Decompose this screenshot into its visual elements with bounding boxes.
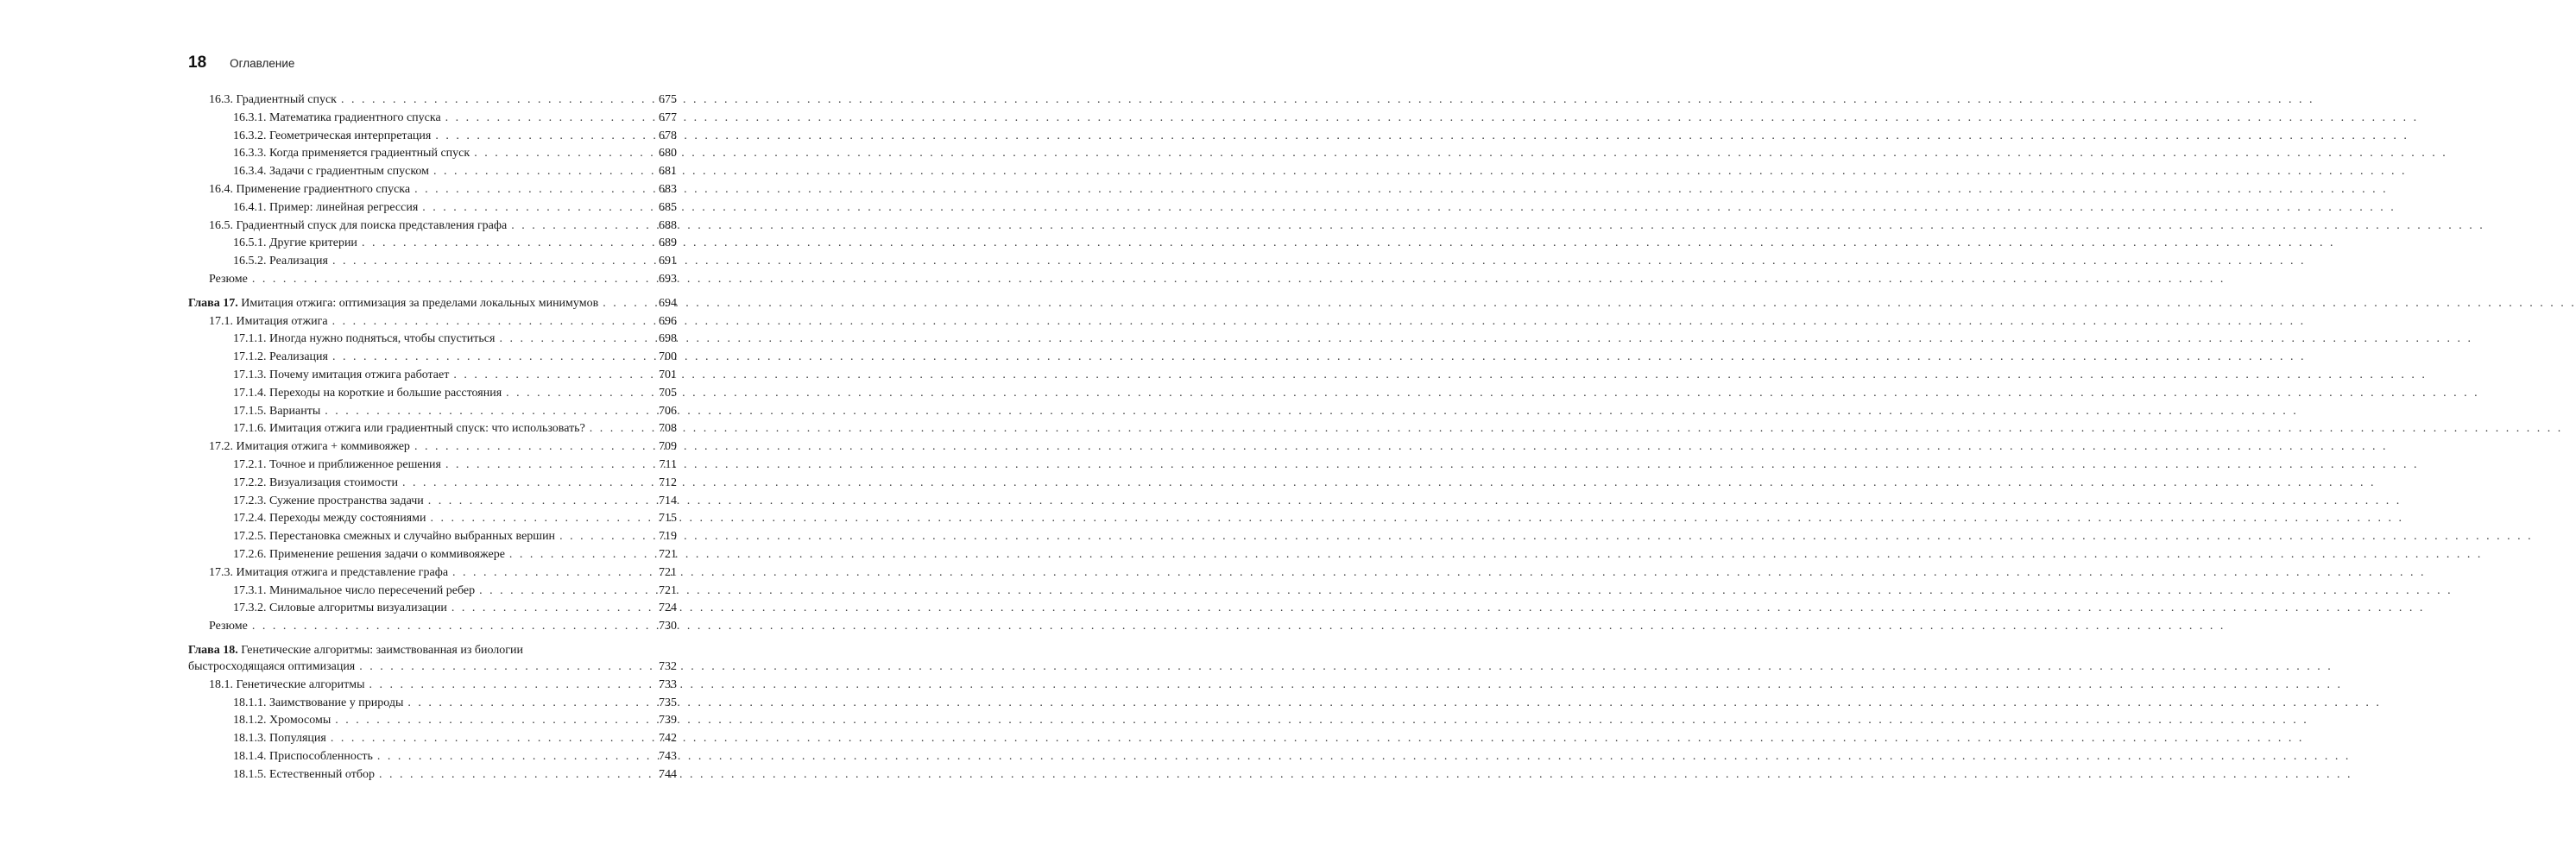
toc-chapter-entry [188, 642, 677, 677]
entry-title: Перестановка смежных и случайно выбранных вершин [269, 530, 556, 544]
entry-title: Приспособленность [269, 749, 373, 763]
entry-number: 18.1. [209, 677, 233, 691]
entry-number: 18.1.4. [233, 749, 267, 763]
entry-page: 677 [659, 110, 677, 124]
dot-leader [590, 420, 652, 438]
entry-number: 17.1.3. [233, 368, 267, 381]
entry-title-wrap [233, 110, 441, 128]
dot-leader [341, 91, 652, 110]
entry-title-wrap [233, 493, 424, 511]
dot-leader [499, 331, 652, 349]
entry-title-wrap [209, 618, 248, 636]
entry-title-wrap [209, 564, 448, 583]
entry-title: Применение решения задачи о коммивояжере [269, 547, 505, 561]
entry-page: 708 [659, 422, 677, 436]
entry-number: 17.2.4. [233, 512, 267, 526]
entry-page: 744 [659, 767, 677, 781]
entry-number: 18.1.2. [233, 714, 267, 728]
dot-leader [414, 181, 652, 199]
entry-page: 706 [659, 404, 677, 418]
entry-title: Силовые алгоритмы визуализации [269, 602, 447, 615]
toc-subsection-entry [188, 253, 677, 271]
dot-leader [511, 217, 652, 236]
entry-title-wrap [233, 163, 429, 181]
toc-subsection-entry [188, 730, 677, 748]
entry-title-wrap [233, 510, 426, 528]
toc-subsection-entry [188, 748, 677, 766]
entry-number: 17.1.6. [233, 422, 267, 436]
dot-leader [377, 748, 652, 766]
entry-title-wrap [233, 712, 331, 730]
toc-section-entry [188, 313, 677, 331]
entry-title-wrap [233, 349, 328, 367]
entry-title: Применение градиентного спуска [236, 182, 411, 196]
entry-number: 17.3.2. [233, 602, 267, 615]
toc-chapter-entry [188, 295, 677, 313]
entry-title-wrap [233, 128, 431, 146]
dot-leader [332, 349, 652, 367]
entry-number: 17.3. [209, 565, 233, 579]
dot-leader [407, 695, 652, 713]
chapter-number: Глава 18. [188, 643, 238, 657]
entry-title-wrap [233, 331, 495, 349]
entry-number: 17.2.2. [233, 476, 267, 489]
entry-title-wrap [233, 367, 449, 385]
entry-title-wrap [188, 295, 598, 313]
toc-subsection-entry [188, 235, 677, 253]
entry-title: Реализация [269, 255, 328, 268]
entry-page: 733 [659, 677, 677, 691]
toc-subsection-entry [188, 110, 677, 128]
dot-leader [252, 271, 652, 289]
toc-subsection-entry [188, 367, 677, 385]
dot-leader [359, 658, 652, 677]
dot-leader [252, 618, 652, 636]
dot-leader [559, 528, 652, 546]
entry-title-wrap [209, 181, 410, 199]
entry-title: Реализация [269, 350, 328, 364]
entry-number: 16.3.4. [233, 165, 267, 179]
dot-leader [452, 564, 652, 583]
toc-subsection-entry [188, 385, 677, 403]
toc-section-entry [188, 91, 677, 110]
toc-subsection-entry [188, 199, 677, 217]
entry-number: 17.2.1. [233, 457, 267, 471]
entry-page: 719 [659, 530, 677, 544]
entry-number: 17.1.1. [233, 332, 267, 346]
entry-page: 689 [659, 236, 677, 250]
entry-page: 691 [659, 255, 677, 268]
entry-page: 721 [659, 565, 677, 579]
entry-title-wrap [233, 199, 418, 217]
entry-page: 730 [659, 620, 677, 633]
entry-page: 742 [659, 732, 677, 746]
toc-subsection-entry [188, 712, 677, 730]
entry-number: 16.5. [209, 218, 233, 232]
entry-page: 724 [659, 602, 677, 615]
entry-title-wrap [233, 528, 555, 546]
entry-page: 683 [659, 182, 677, 196]
toc-subsection-entry [188, 766, 677, 784]
dot-leader [451, 600, 652, 618]
entry-title: Резюме [209, 620, 248, 633]
toc-section-entry [188, 618, 677, 636]
entry-title: Имитация отжига [236, 314, 328, 328]
toc-section-entry [188, 677, 677, 695]
dot-leader [430, 510, 652, 528]
dot-leader [509, 546, 652, 564]
entry-page: 732 [659, 659, 677, 673]
dot-leader [332, 313, 652, 331]
dot-leader [332, 253, 652, 271]
dot-leader [331, 730, 652, 748]
toc-subsection-entry [188, 349, 677, 367]
toc-subsection-entry [188, 695, 677, 713]
entry-title: Сужение пространства задачи [269, 494, 424, 507]
entry-title: Когда применяется градиентный спуск [269, 147, 470, 161]
entry-page: 693 [659, 272, 677, 286]
entry-number: 17.3.1. [233, 583, 267, 597]
dot-leader [603, 295, 652, 313]
entry-title: Градиентный спуск для поиска представления графа [236, 218, 508, 232]
chapter-number: Глава 17. [188, 296, 238, 310]
page-header [188, 54, 294, 72]
dot-leader [402, 475, 652, 493]
entry-number: 16.3. [209, 93, 233, 106]
entry-title-wrap [233, 766, 375, 784]
entry-page: 705 [659, 386, 677, 400]
entry-page: 711 [659, 457, 677, 471]
entry-number: 16.3.2. [233, 129, 267, 142]
entry-title-wrap [233, 235, 357, 253]
entry-title-wrap [233, 600, 447, 618]
entry-page: 681 [659, 165, 677, 179]
entry-title: Варианты [269, 404, 321, 418]
entry-number: 18.1.5. [233, 767, 267, 781]
entry-title: Иногда нужно подняться, чтобы спуститься [269, 332, 496, 346]
entry-number: 16.4.1. [233, 200, 267, 214]
dot-leader [435, 128, 652, 146]
page-number: 18 [188, 54, 207, 72]
entry-title: Генетические алгоритмы: заимствованная из биологии [241, 643, 524, 657]
running-title: Оглавление [230, 57, 295, 70]
entry-page: 685 [659, 200, 677, 214]
entry-title-wrap [233, 475, 398, 493]
entry-page: 714 [659, 494, 677, 507]
toc-subsection-entry [188, 583, 677, 601]
entry-title-wrap [233, 253, 328, 271]
toc-subsection-entry [188, 163, 677, 181]
dot-leader [369, 677, 652, 695]
toc-subsection-entry [188, 331, 677, 349]
toc-subsection-entry [188, 493, 677, 511]
entry-title-wrap [233, 695, 403, 713]
dot-leader [445, 457, 652, 475]
entry-title-wrap [233, 403, 320, 421]
entry-page: 696 [659, 314, 677, 328]
entry-number: 16.4. [209, 182, 233, 196]
entry-page: 678 [659, 129, 677, 142]
entry-page: 698 [659, 332, 677, 346]
entry-title-wrap [233, 385, 502, 403]
entry-page: 739 [659, 714, 677, 728]
entry-title-wrap [209, 677, 364, 695]
entry-page: 675 [659, 93, 677, 106]
entry-page: 712 [659, 476, 677, 489]
entry-number: 17.1.2. [233, 350, 267, 364]
toc-section-entry [188, 438, 677, 457]
toc-section-entry [188, 181, 677, 199]
entry-title: Градиентный спуск [236, 93, 337, 106]
dot-leader [445, 110, 652, 128]
dot-leader [335, 712, 652, 730]
entry-number: 16.5.1. [233, 236, 267, 250]
toc-subsection-entry [188, 475, 677, 493]
entry-title-line2: быстросходящаяся оптимизация [188, 659, 356, 673]
toc-subsection-entry [188, 128, 677, 146]
entry-number: 17.2.5. [233, 530, 267, 544]
dot-leader [422, 199, 652, 217]
entry-number: 17.2. [209, 440, 233, 454]
entry-number: 16.5.2. [233, 255, 267, 268]
toc-section-entry [188, 271, 677, 289]
entry-title-wrap [233, 730, 326, 748]
entry-title-wrap [209, 438, 410, 457]
entry-title: Заимствование у природы [269, 696, 404, 709]
toc-subsection-entry [188, 528, 677, 546]
table-of-contents [188, 91, 677, 784]
entry-title: Естественный отбор [269, 767, 375, 781]
toc-section-entry [188, 217, 677, 236]
toc-subsection-entry [188, 403, 677, 421]
entry-page: 700 [659, 350, 677, 364]
dot-leader [379, 766, 652, 784]
entry-title: Имитация отжига или градиентный спуск: что использовать? [269, 422, 585, 436]
entry-number: 16.3.3. [233, 147, 267, 161]
dot-leader [362, 235, 652, 253]
entry-number: 17.2.3. [233, 494, 267, 507]
entry-number: 17.1. [209, 314, 233, 328]
dot-leader [474, 145, 652, 163]
entry-page: 721 [659, 547, 677, 561]
entry-page: 743 [659, 749, 677, 763]
entry-title: Имитация отжига: оптимизация за пределами локальных минимумов [241, 296, 599, 310]
entry-title: Почему имитация отжига работает [269, 368, 450, 381]
entry-page: 721 [659, 583, 677, 597]
toc-section-entry [188, 564, 677, 583]
entry-page: 688 [659, 218, 677, 232]
dot-leader [433, 163, 652, 181]
dot-leader [414, 438, 652, 457]
entry-title: Переходы на короткие и большие расстояния [269, 386, 502, 400]
entry-title: Пример: линейная регрессия [269, 200, 419, 214]
dot-leader [428, 493, 652, 511]
entry-title: Имитация отжига + коммивояжер [236, 440, 410, 454]
entry-title: Визуализация стоимости [269, 476, 399, 489]
entry-title: Популяция [269, 732, 326, 746]
entry-title: Минимальное число пересечений ребер [269, 583, 476, 597]
entry-title: Другие критерии [269, 236, 357, 250]
entry-page: 694 [659, 296, 677, 310]
entry-title: Имитация отжига и представление графа [236, 565, 449, 579]
entry-page: 715 [659, 512, 677, 526]
dot-leader [479, 583, 652, 601]
entry-title-wrap [233, 546, 505, 564]
entry-title-wrap [233, 457, 441, 475]
entry-title: Геометрическая интерпретация [269, 129, 432, 142]
entry-title-wrap [233, 420, 585, 438]
entry-page: 735 [659, 696, 677, 709]
entry-number: 17.2.6. [233, 547, 267, 561]
entry-title-wrap [209, 91, 337, 110]
entry-title-wrap [233, 748, 373, 766]
entry-title: Точное и приближенное решения [269, 457, 441, 471]
dot-leader [325, 403, 652, 421]
entry-title-wrap [209, 271, 248, 289]
dot-leader [506, 385, 652, 403]
toc-subsection-entry [188, 546, 677, 564]
entry-page: 701 [659, 368, 677, 381]
entry-page: 680 [659, 147, 677, 161]
entry-number: 17.1.5. [233, 404, 267, 418]
entry-title: Резюме [209, 272, 248, 286]
toc-subsection-entry [188, 600, 677, 618]
dot-leader [453, 367, 652, 385]
toc-subsection-entry [188, 510, 677, 528]
entry-title: Генетические алгоритмы [236, 677, 365, 691]
toc-subsection-entry [188, 457, 677, 475]
entry-number: 18.1.1. [233, 696, 267, 709]
entry-title-wrap [233, 145, 470, 163]
entry-title: Задачи с градиентным спуском [269, 165, 430, 179]
entry-title: Математика градиентного спуска [269, 110, 441, 124]
entry-title-wrap [209, 217, 507, 236]
entry-page: 709 [659, 440, 677, 454]
entry-number: 16.3.1. [233, 110, 267, 124]
toc-subsection-entry [188, 145, 677, 163]
toc-subsection-entry [188, 420, 677, 438]
entry-title-wrap [233, 583, 475, 601]
entry-number: 18.1.3. [233, 732, 267, 746]
entry-title: Хромосомы [269, 714, 331, 728]
entry-number: 17.1.4. [233, 386, 267, 400]
entry-title-wrap [209, 313, 328, 331]
entry-title: Переходы между состояниями [269, 512, 426, 526]
